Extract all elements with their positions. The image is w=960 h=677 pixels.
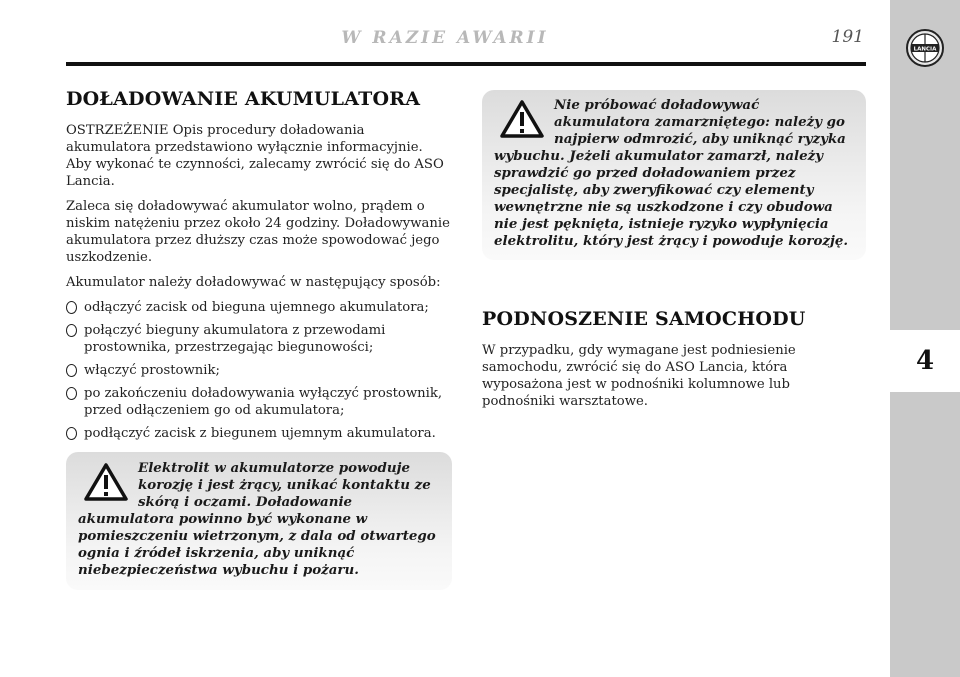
battery-paragraph-3: Akumulator należy doładowywać w następujący sposób: [66,275,441,290]
chapter-tab: 4 [890,330,960,392]
frozen-battery-warning-box [482,90,866,260]
list-item: odłączyć zacisk od bieguna ujemnego akumulatora; [66,299,452,316]
lancia-logo-icon [905,28,945,68]
warning-triangle-icon [84,462,128,502]
battery-paragraph-2: Zaleca się doładowywać akumulator wolno, prądem o niskim natężeniu przez około 24 godziny. Doładowywanie akumulatora przez dłuższy czas może spowodować jego uszkodzenie. [66,199,450,265]
lifting-paragraph: W przypadku, gdy wymagane jest podniesienie samochodu, zwrócić się do ASO Lancia, która wyposażona jest w podnośniki kolumnowe lub podnośniki warsztatowe. [482,343,796,409]
circle-bullet-icon [66,387,77,400]
list-item: włączyć prostownik; [66,362,452,379]
battery-section-title: DOŁADOWANIE AKUMULATORA [66,88,421,110]
warning-triangle-icon [500,99,544,139]
header-rule [66,62,866,66]
electrolyte-warning-text: Elektrolit w akumulatorze powoduje korozję i jest żrący, unikać kontaktu ze skórą i oczami. Doładowanie akumulatora powinno być wykonane w pomieszczeniu wietrzonym, z dala od otwartego ognia i źródeł iskrzenia, aby uniknąć niebezpieczeństwa wybuchu i pożaru. [78,460,436,578]
list-item: podłączyć zacisk z biegunem ujemnym akumulatora. [66,425,452,442]
running-title: W RAZIE AWARII [341,28,549,48]
frozen-warning-text: Nie próbować doładowywać akumulatora zamarzniętego: należy go najpierw odmrozić, aby uniknąć ryzyka wybuchu. Jeżeli akumulator zamarzł, należy sprawdzić go przed doładowaniem przez specjalistę, aby zweryfikować czy elementy wewnętrzne nie są uszkodzone i czy obudowa nie jest pęknięta, istnieje ryzyko wypłynięcia elektrolitu, który jest żrący i powoduje korozję. [494,97,849,249]
battery-section [66,88,452,448]
circle-bullet-icon [66,364,77,377]
list-item: po zakończeniu doładowywania wyłączyć prostownik, przed odłączeniem go od akumulatora; [66,385,452,419]
battery-paragraph-1: OSTRZEŻENIE Opis procedury doładowania akumulatora przedstawiono wyłącznie informacyjnie. Aby wykonać te czynności, zalecamy zwrócić się do ASO Lancia. [66,123,444,189]
circle-bullet-icon [66,427,77,440]
battery-steps-list [66,299,452,442]
lifting-section-title: PODNOSZENIE SAMOCHODU [482,308,806,330]
circle-bullet-icon [66,301,77,314]
electrolyte-warning-box [66,452,452,590]
lifting-section [482,308,866,418]
page-number: 191 [831,27,864,47]
list-item: połączyć bieguny akumulatora z przewodami prostownika, przestrzegając biegunowości; [66,322,452,356]
logo-text: LANCIA [913,46,937,53]
circle-bullet-icon [66,324,77,337]
